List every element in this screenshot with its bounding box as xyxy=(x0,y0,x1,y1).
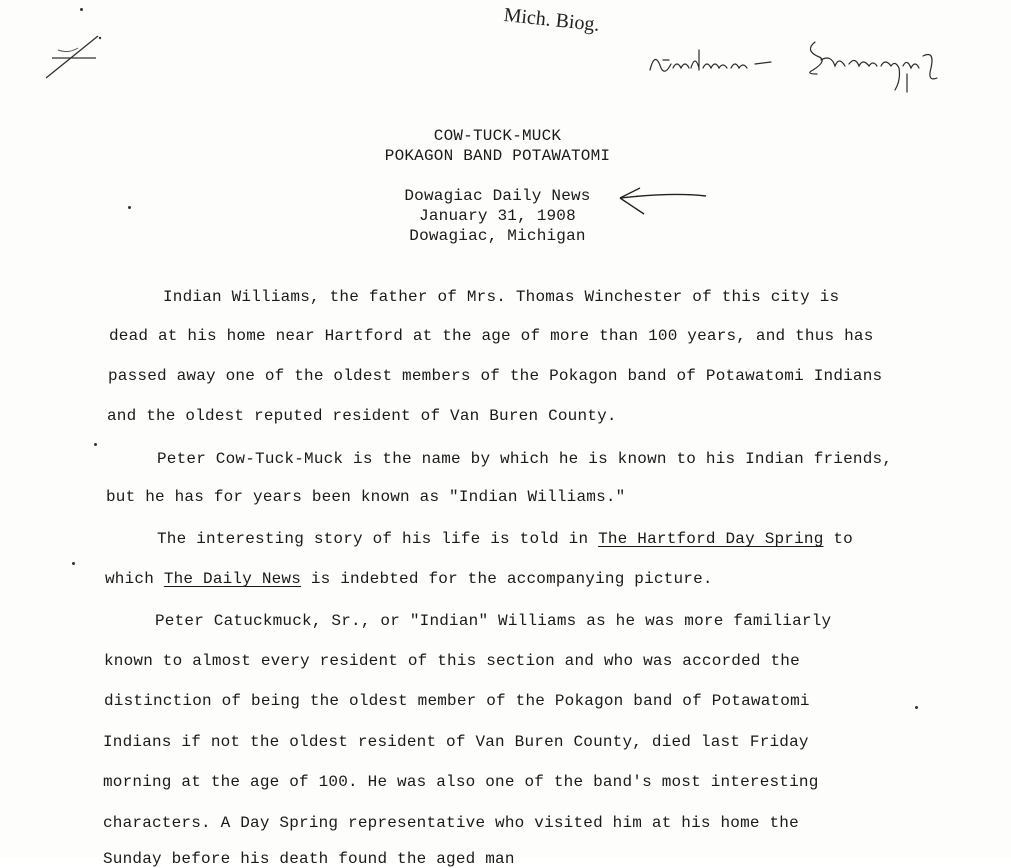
arrow-icon xyxy=(614,182,709,220)
underlined-title: The Hartford Day Spring xyxy=(598,530,824,548)
text-run: Peter Cow-Tuck-Muck is the name by which he is known to his Indian friends, xyxy=(157,450,893,468)
handwritten-note xyxy=(645,30,945,100)
text-run: Indian Williams, the father of Mrs. Thomas Winchester of this city is xyxy=(163,288,840,306)
text-run: distinction of being the oldest member of the Pokagon band of Potawatomi xyxy=(104,692,810,710)
title-line-2: POKAGON BAND POTAWATOMI xyxy=(384,147,611,165)
body-line xyxy=(104,692,810,710)
source-line-1: Dowagiac Daily News xyxy=(404,187,591,205)
title-line-1: COW-TUCK-MUCK xyxy=(433,127,562,145)
underlined-title: The Daily News xyxy=(163,570,302,588)
body-line xyxy=(103,773,819,791)
text-run: Sunday before his death found the aged man xyxy=(103,850,515,868)
scan-speck xyxy=(915,706,918,709)
text-run: which xyxy=(105,570,164,588)
text-run: morning at the age of 100. He was also one of the band's most interesting xyxy=(103,773,819,791)
body-line xyxy=(155,612,831,630)
body-line xyxy=(103,814,799,832)
text-run: dead at his home near Hartford at the age of more than 100 years, and thus has xyxy=(109,327,874,345)
body-line xyxy=(107,407,617,425)
text-run: known to almost every resident of this section and who was accorded the xyxy=(104,652,800,670)
body-line xyxy=(109,327,874,345)
text-run: to xyxy=(823,530,853,548)
scan-speck xyxy=(72,562,75,565)
text-run: Indians if not the oldest resident of Van Buren County, died last Friday xyxy=(103,733,809,751)
source-block xyxy=(0,186,1003,246)
source-line-3: Dowagiac, Michigan xyxy=(409,227,586,245)
body-line xyxy=(163,288,839,306)
body-line xyxy=(157,450,892,468)
text-run: but he has for years been known as "Indian Williams." xyxy=(106,488,626,506)
scan-speck xyxy=(94,443,97,446)
body-line xyxy=(103,850,515,868)
body-line xyxy=(108,367,882,385)
title-block xyxy=(0,126,1003,166)
text-run: and the oldest reputed resident of Van Buren County. xyxy=(107,407,617,425)
scan-speck xyxy=(80,8,83,11)
body-line xyxy=(157,530,853,548)
text-run: passed away one of the oldest members of the Pokagon band of Potawatomi Indians xyxy=(108,367,883,385)
text-run: Peter Catuckmuck, Sr., or "Indian" Williams as he was more familiarly xyxy=(155,612,832,630)
scan-speck xyxy=(128,206,131,209)
text-run: is indebted for the accompanying picture. xyxy=(301,570,713,588)
text-run: The interesting story of his life is told in xyxy=(157,530,599,548)
body-line xyxy=(106,488,625,506)
body-line xyxy=(105,570,713,588)
text-run: characters. A Day Spring representative who visited him at his home the xyxy=(103,814,799,832)
source-line-2: January 31, 1908 xyxy=(419,207,576,225)
body-line xyxy=(104,652,800,670)
body-line xyxy=(103,733,809,751)
archive-stamp: Mich. Biog. xyxy=(502,4,601,36)
corner-pencil-mark xyxy=(38,28,108,84)
